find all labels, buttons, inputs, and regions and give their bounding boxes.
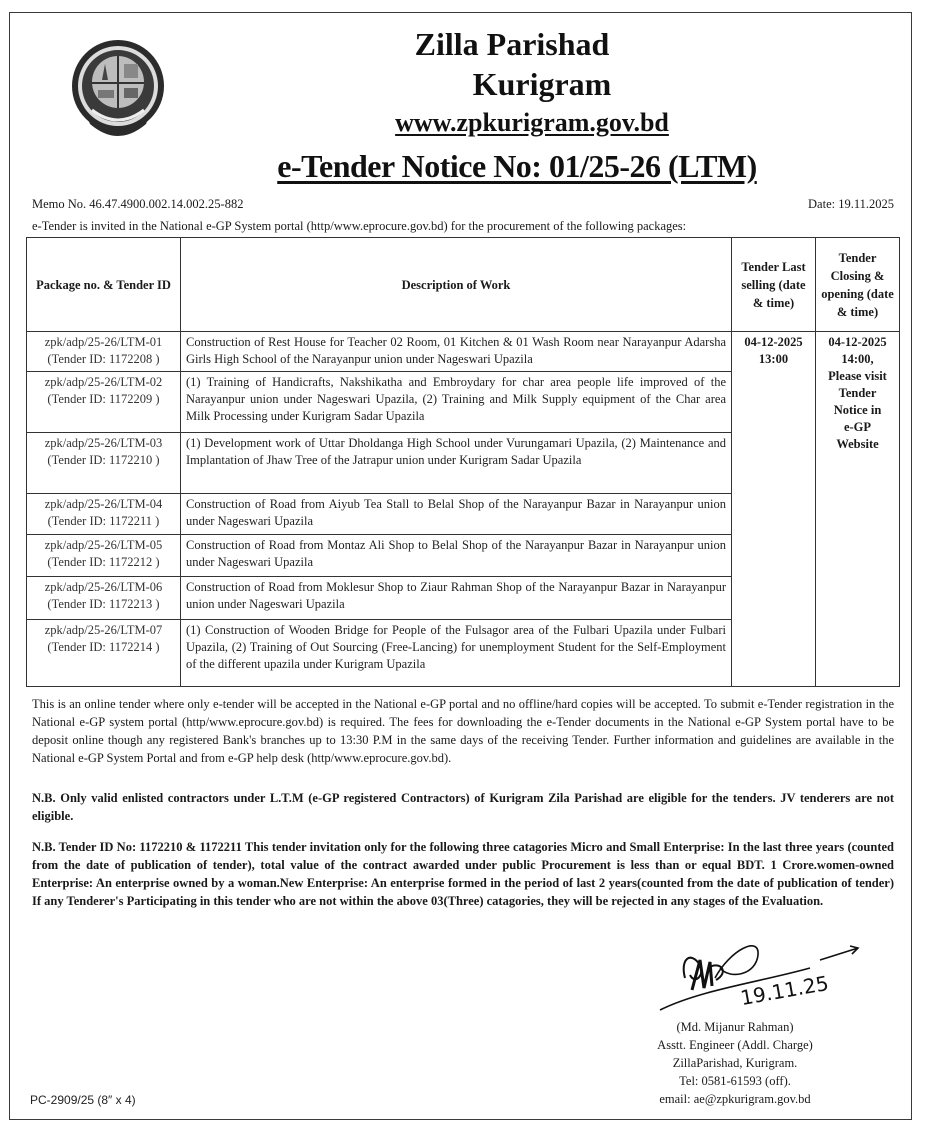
package-number: zpk/adp/25-26/LTM-03 bbox=[44, 436, 163, 450]
tender-id: (Tender ID: 1172213 ) bbox=[47, 597, 160, 611]
tender-id: (Tender ID: 1172210 ) bbox=[47, 453, 160, 467]
package-number: zpk/adp/25-26/LTM-05 bbox=[44, 538, 163, 552]
memo-number: Memo No. 46.47.4900.002.14.002.25-882 bbox=[32, 197, 244, 211]
signatory-phone: Tel: 0581-61593 (off). bbox=[679, 1074, 791, 1088]
org-name-line2: Kurigram bbox=[472, 66, 612, 102]
tender-id: (Tender ID: 1172209 ) bbox=[47, 392, 160, 406]
tender-id: (Tender ID: 1172208 ) bbox=[47, 352, 160, 366]
package-cell bbox=[27, 433, 181, 494]
last-selling-date: 04-12-2025 bbox=[744, 335, 803, 349]
org-name-line1: Zilla Parishad bbox=[414, 26, 610, 62]
package-number: zpk/adp/25-26/LTM-07 bbox=[44, 623, 163, 637]
signatory-designation: Asstt. Engineer (Addl. Charge) bbox=[657, 1038, 813, 1052]
signatory-email[interactable]: email: ae@zpkurigram.gov.bd bbox=[659, 1092, 811, 1106]
header-description: Description of Work bbox=[181, 238, 732, 332]
table-row bbox=[27, 332, 900, 372]
print-code: PC-2909/25 (8″ x 4) bbox=[30, 1093, 136, 1107]
description-cell: Construction of Road from Aiyub Tea Stall to Belal Shop of the Narayanpur Bazar in Narayanpur union under Nageswari Upazila bbox=[181, 494, 732, 535]
tender-id: (Tender ID: 1172211 ) bbox=[47, 514, 160, 528]
package-number: zpk/adp/25-26/LTM-02 bbox=[44, 375, 163, 389]
nb-eligibility-note: N.B. Only valid enlisted contractors under L.T.M (e-GP registered Contractors) of Kurigram Zila Parishad are eligible for the tenders. JV tenderers are not eligible. bbox=[32, 791, 894, 823]
description-cell: Construction of Rest House for Teacher 02 Room, 01 Kitchen & 01 Wash Room near Narayanpur Adarsha Girls High School of the Narayanpur union under Nageswari Upazila bbox=[181, 332, 732, 372]
package-cell bbox=[27, 372, 181, 433]
signatory-office: ZillaParishad, Kurigram. bbox=[672, 1056, 798, 1070]
package-cell bbox=[27, 620, 181, 687]
description-cell: (1) Training of Handicrafts, Nakshikatha and Embroydary for char area people life improved of the Narayanpur union under Nageswari Upazila, (2) Training and Milk Supply equipment of the Char area Milk Processing under Kurigram Sadar Upazila bbox=[181, 372, 732, 433]
notice-date: Date: 19.11.2025 bbox=[808, 197, 894, 211]
closing-note-line: Please visit bbox=[828, 369, 887, 383]
description-cell: Construction of Road from Moklesur Shop to Ziaur Rahman Shop of the Narayanpur Bazar in Narayanpur union under Nageswari Upazila bbox=[181, 577, 732, 620]
signatory-block bbox=[600, 1018, 870, 1108]
nb-category-note: N.B. Tender ID No: 1172210 & 1172211 This tender invitation only for the following three catagories Micro and Small Enterprise: In the last three years (counted from the date of publication of tender), total value of the contract awarded under public Procurement is less than or equal BDT. 1 Crore.women-owned Enterprise: An enterprise owned by a woman.New Enterprise: An enterprise formed in the period of last 2 years(counted from the date of publication of tender) If any Tenderer's Participating in this tender who are not within the above 03(Three) catagories, they will be rejected in any stages of the Evaluation. bbox=[32, 840, 894, 908]
header-last-selling: Tender Last selling (date & time) bbox=[732, 238, 816, 332]
closing-time: 14:00, bbox=[841, 352, 874, 366]
header-closing-opening: Tender Closing & opening (date & time) bbox=[816, 238, 900, 332]
closing-note-line: Website bbox=[836, 437, 879, 451]
closing-opening-cell bbox=[816, 332, 900, 687]
last-selling-time: 13:00 bbox=[758, 352, 789, 366]
closing-note-line: Tender bbox=[838, 386, 877, 400]
package-number: zpk/adp/25-26/LTM-01 bbox=[44, 335, 163, 349]
last-selling-cell bbox=[732, 332, 816, 687]
invitation-text: e-Tender is invited in the National e-GP System portal (http/www.eprocure.gov.bd) for the procurement of the following packages: bbox=[32, 219, 687, 233]
package-cell bbox=[27, 494, 181, 535]
online-tender-paragraph: This is an online tender where only e-tender will be accepted in the National e-GP portal and no offline/hard copies will be accepted. To submit e-Tender registration in the National e-GP system portal (http/www.eprocure.gov.bd) is required. The fees for downloading the e-Tender documents in the National e-GP System portal have to be deposit online though any registered Bank's branches up to 13:30 P.M in the same days of the receiving Tender. Further information and guidelines are available in the National e-GP System Portal and from e-GP help desk (http/www.eprocure.gov.bd). bbox=[32, 697, 894, 765]
package-number: zpk/adp/25-26/LTM-06 bbox=[44, 580, 163, 594]
signature-date: 19.11.25 bbox=[738, 970, 831, 1011]
tender-table bbox=[26, 237, 900, 687]
package-cell bbox=[27, 535, 181, 577]
header-package: Package no. & Tender ID bbox=[27, 238, 181, 332]
description-cell: (1) Development work of Uttar Dholdanga High School under Vurungamari Upazila, (2) Maintenance and Implantation of Jhaw Tree of the Jatrapur union under Kurigram Sadar Upazila bbox=[181, 433, 732, 494]
description-cell: Construction of Road from Montaz Ali Shop to Belal Shop of the Narayanpur Bazar in Narayanpur union under Nageswari Upazila bbox=[181, 535, 732, 577]
notice-title: e-Tender Notice No: 01/25-26 (LTM) bbox=[277, 148, 757, 184]
package-cell bbox=[27, 577, 181, 620]
description-cell: (1) Construction of Wooden Bridge for People of the Fulsagor area of the Fulbari Upazila under Fulbari Upazila, (2) Training of Out Sourcing (Free-Lancing) for unemployment Student for the Self-Employment of the different upazila under Kurigram Upazila bbox=[181, 620, 732, 687]
closing-note-line: e-GP bbox=[843, 420, 872, 434]
website-link[interactable]: www.zpkurigram.gov.bd bbox=[395, 108, 669, 137]
signature-icon bbox=[620, 930, 860, 1020]
signatory-name: (Md. Mijanur Rahman) bbox=[676, 1020, 794, 1034]
tender-id: (Tender ID: 1172212 ) bbox=[47, 555, 160, 569]
table-header-row bbox=[27, 238, 900, 332]
package-number: zpk/adp/25-26/LTM-04 bbox=[44, 497, 163, 511]
tender-id: (Tender ID: 1172214 ) bbox=[47, 640, 160, 654]
closing-note-line: Notice in bbox=[833, 403, 882, 417]
package-cell bbox=[27, 332, 181, 372]
closing-date: 04-12-2025 bbox=[828, 335, 887, 349]
